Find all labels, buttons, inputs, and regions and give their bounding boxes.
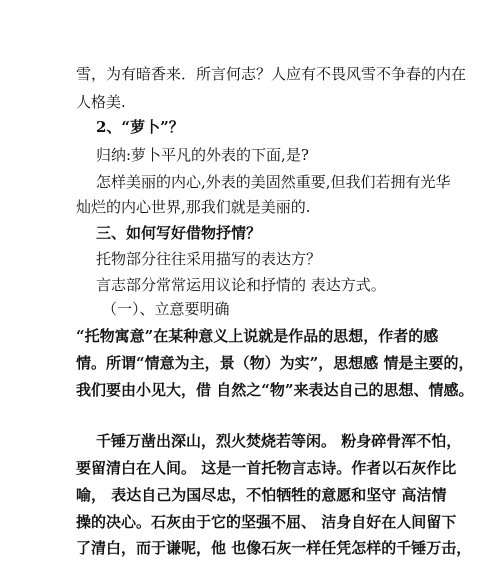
section-heading-2-luobo: 2、“萝卜”？ xyxy=(96,118,184,136)
text-line-13: 我们要由小见大，借 自然之“物”来表达自己的思想、情感。 xyxy=(76,381,474,399)
text-line-12: 情。所谓“情意为主，景（物）为实”，思想感 情是主要的， xyxy=(76,354,474,372)
section-heading-3: 三、如何写好借物抒情？ xyxy=(96,224,262,242)
text-line-14: 千锤万凿出深山，烈火焚烧若等闲。 粉身碎骨浑不怕， xyxy=(96,432,462,450)
text-line-18: 了清白，而于谦呢，他 也像石灰一样任凭怎样的千锤万击， xyxy=(76,539,472,557)
text-line-17: 操的决心。石灰由于它的坚强不屈、 洁身自好在人间留下 xyxy=(76,513,457,531)
text-line-8: 托物部分往往采用描写的表达方？ xyxy=(96,250,322,268)
text-line-15: 要留清白在人间。 这是一首托物言志诗。作者以石灰作比 xyxy=(76,459,457,477)
text-line-1: 雪，为有暗香来．所言何志？人应有不畏风雪不争春的内在 xyxy=(76,65,467,83)
subsection-heading-1: （一）、立意要明确 xyxy=(102,300,230,318)
text-line-11: “托物寓意”在某种意义上说就是作品的思想，作者的感 xyxy=(76,327,439,345)
text-line-9: 言志部分常常运用议论和抒情的 表达方式。 xyxy=(96,276,386,294)
text-line-6: 灿烂的内心世界,那我们就是美丽的. xyxy=(76,198,311,216)
text-line-4: 归纳:萝卜平凡的外表的下面,是? xyxy=(96,146,309,164)
text-line-5: 怎样美丽的内心,外表的美固然重要,但我们若拥有光华 xyxy=(96,173,451,191)
text-line-2: 人格美. xyxy=(76,93,126,111)
text-line-16: 喻， 表达自己为国尽忠，不怕牺牲的意愿和坚守 高洁情 xyxy=(76,486,447,504)
